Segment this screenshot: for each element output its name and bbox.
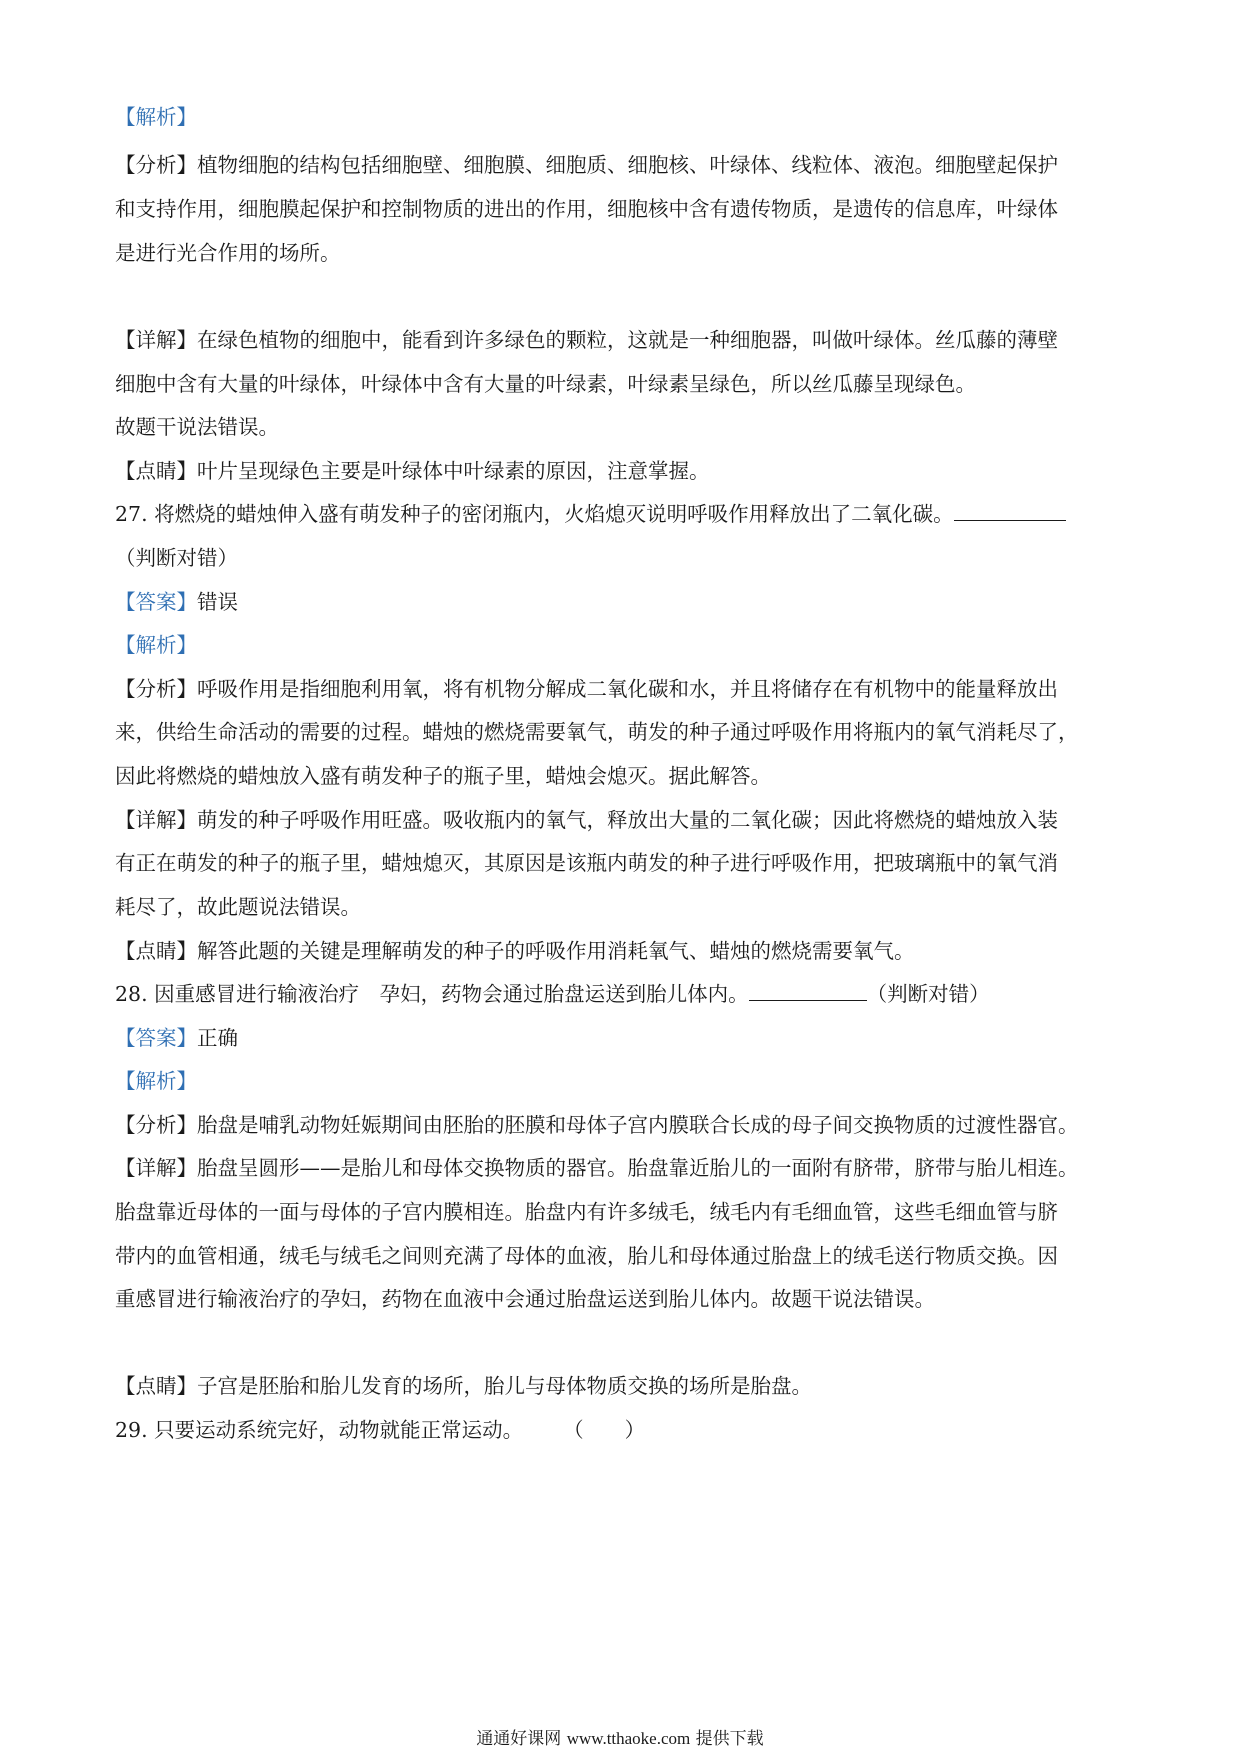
q29-stem-line	[115, 1416, 1135, 1444]
q27-fenxi-line-1	[115, 675, 1135, 703]
q26-dianjing-text: 叶片呈现绿色主要是叶绿体中叶绿素的原因，注意掌握。	[197, 459, 710, 483]
footer-suffix: 提供下载	[695, 1729, 764, 1749]
q28-xiangjie-line-4: 重感冒进行输液治疗的孕妇，药物在血液中会通过胎盘运送到胎儿体内。故题干说法错误。	[115, 1287, 935, 1311]
q26-fenxi-text-1: 植物细胞的结构包括细胞壁、细胞膜、细胞质、细胞核、叶绿体、线粒体、液泡。细胞壁起保护	[197, 153, 1058, 177]
jiexi-tag: 【解析】	[115, 1069, 197, 1093]
q26-xiangjie-line-2: 细胞中含有大量的叶绿体，叶绿体中含有大量的叶绿素，叶绿素呈绿色，所以丝瓜藤呈现绿色。	[115, 372, 976, 396]
q27-xiangjie-line-1	[115, 806, 1135, 834]
dianjing-tag: 【点睛】	[115, 459, 197, 483]
q29-answer-paren[interactable]: （ ）	[563, 1418, 646, 1442]
q26-fenxi-line-3: 是进行光合作用的场所。	[115, 241, 341, 265]
q27-answer: 错误	[197, 590, 238, 614]
answer-tag: 【答案】	[115, 1026, 197, 1050]
q28-answer: 正确	[197, 1026, 238, 1050]
q28-answer-blank[interactable]	[749, 980, 867, 1001]
footer-site-name: 通通好课网	[476, 1729, 562, 1749]
q27-answer-blank[interactable]	[954, 500, 1066, 521]
q28-fenxi-text: 胎盘是哺乳动物妊娠期间由胚胎的胚膜和母体子宫内膜联合长成的母子间交换物质的过渡性器官。	[197, 1113, 1079, 1137]
q27-stem-line	[115, 500, 1135, 528]
jiexi-tag: 【解析】	[115, 105, 197, 129]
xiangjie-tag: 【详解】	[115, 328, 197, 352]
q28-jiexi-heading	[115, 1067, 1135, 1095]
q28-dianjing-line	[115, 1372, 1135, 1400]
dianjing-tag: 【点睛】	[115, 1374, 197, 1398]
q27-hint: （判断对错）	[115, 546, 238, 570]
xiangjie-tag: 【详解】	[115, 808, 197, 832]
q27-fenxi-line-2: 来，供给生命活动的需要的过程。蜡烛的燃烧需要氧气，萌发的种子通过呼吸作用将瓶内的氧气消耗尽了，	[115, 720, 1079, 744]
q27-stem: 27. 将燃烧的蜡烛伸入盛有萌发种子的密闭瓶内，火焰熄灭说明呼吸作用释放出了二氧化碳。	[115, 502, 954, 526]
q28-hint: （判断对错）	[866, 982, 990, 1006]
xiangjie-tag: 【详解】	[115, 1156, 197, 1180]
dianjing-tag: 【点睛】	[115, 939, 197, 963]
q28-fenxi-line	[115, 1111, 1135, 1139]
fenxi-tag: 【分析】	[115, 677, 197, 701]
q27-xiangjie-line-3: 耗尽了，故此题说法错误。	[115, 895, 361, 919]
q26-xiangjie-line-3: 故题干说法错误。	[115, 415, 279, 439]
fenxi-tag: 【分析】	[115, 153, 197, 177]
q27-xiangjie-text-1: 萌发的种子呼吸作用旺盛。吸收瓶内的氧气，释放出大量的二氧化碳；因此将燃烧的蜡烛放入装	[197, 808, 1058, 832]
answer-tag: 【答案】	[115, 590, 197, 614]
q28-stem: 28. 因重感冒进行输液治疗 孕妇，药物会通过胎盘运送到胎儿体内。	[115, 982, 749, 1006]
q27-jiexi-heading	[115, 631, 1135, 659]
q27-dianjing-text: 解答此题的关键是理解萌发的种子的呼吸作用消耗氧气、蜡烛的燃烧需要氧气。	[197, 939, 915, 963]
q27-dianjing-line	[115, 937, 1135, 965]
q28-answer-line	[115, 1024, 1135, 1052]
q28-dianjing-text: 子宫是胚胎和胎儿发育的场所，胎儿与母体物质交换的场所是胎盘。	[197, 1374, 812, 1398]
q26-fenxi-line-1	[115, 151, 1135, 179]
q29-stem: 29. 只要运动系统完好，动物就能正常运动。	[115, 1418, 524, 1442]
q28-xiangjie-line-2: 胎盘靠近母体的一面与母体的子宫内膜相连。胎盘内有许多绒毛，绒毛内有毛细血管，这些毛细血管与脐	[115, 1200, 1058, 1224]
q26-xiangjie-text-1: 在绿色植物的细胞中，能看到许多绿色的颗粒，这就是一种细胞器，叫做叶绿体。丝瓜藤的薄壁	[197, 328, 1058, 352]
q26-jiexi-heading	[115, 103, 1135, 131]
q27-fenxi-line-3: 因此将燃烧的蜡烛放入盛有萌发种子的瓶子里，蜡烛会熄灭。据此解答。	[115, 764, 771, 788]
q28-xiangjie-text-1: 胎盘呈圆形——是胎儿和母体交换物质的器官。胎盘靠近胎儿的一面附有脐带，脐带与胎儿相连。	[197, 1156, 1079, 1180]
jiexi-tag: 【解析】	[115, 633, 197, 657]
q28-xiangjie-line-3: 带内的血管相通，绒毛与绒毛之间则充满了母体的血液，胎儿和母体通过胎盘上的绒毛送行物质交换。因	[115, 1244, 1058, 1268]
q27-xiangjie-line-2: 有正在萌发的种子的瓶子里，蜡烛熄灭，其原因是该瓶内萌发的种子进行呼吸作用，把玻璃瓶中的氧气消	[115, 851, 1058, 875]
q27-answer-line	[115, 588, 1135, 616]
page-footer	[0, 1728, 1240, 1750]
q27-fenxi-text-1: 呼吸作用是指细胞利用氧，将有机物分解成二氧化碳和水，并且将储存在有机物中的能量释放出	[197, 677, 1058, 701]
q26-dianjing-line	[115, 457, 1135, 485]
q28-xiangjie-line-1	[115, 1154, 1135, 1182]
footer-url[interactable]: www.tthaoke.com	[566, 1729, 691, 1748]
q26-fenxi-line-2: 和支持作用，细胞膜起保护和控制物质的进出的作用，细胞核中含有遗传物质，是遗传的信息库，叶绿体	[115, 197, 1058, 221]
fenxi-tag: 【分析】	[115, 1113, 197, 1137]
q28-stem-line	[115, 980, 1135, 1008]
q26-xiangjie-line-1	[115, 326, 1135, 354]
